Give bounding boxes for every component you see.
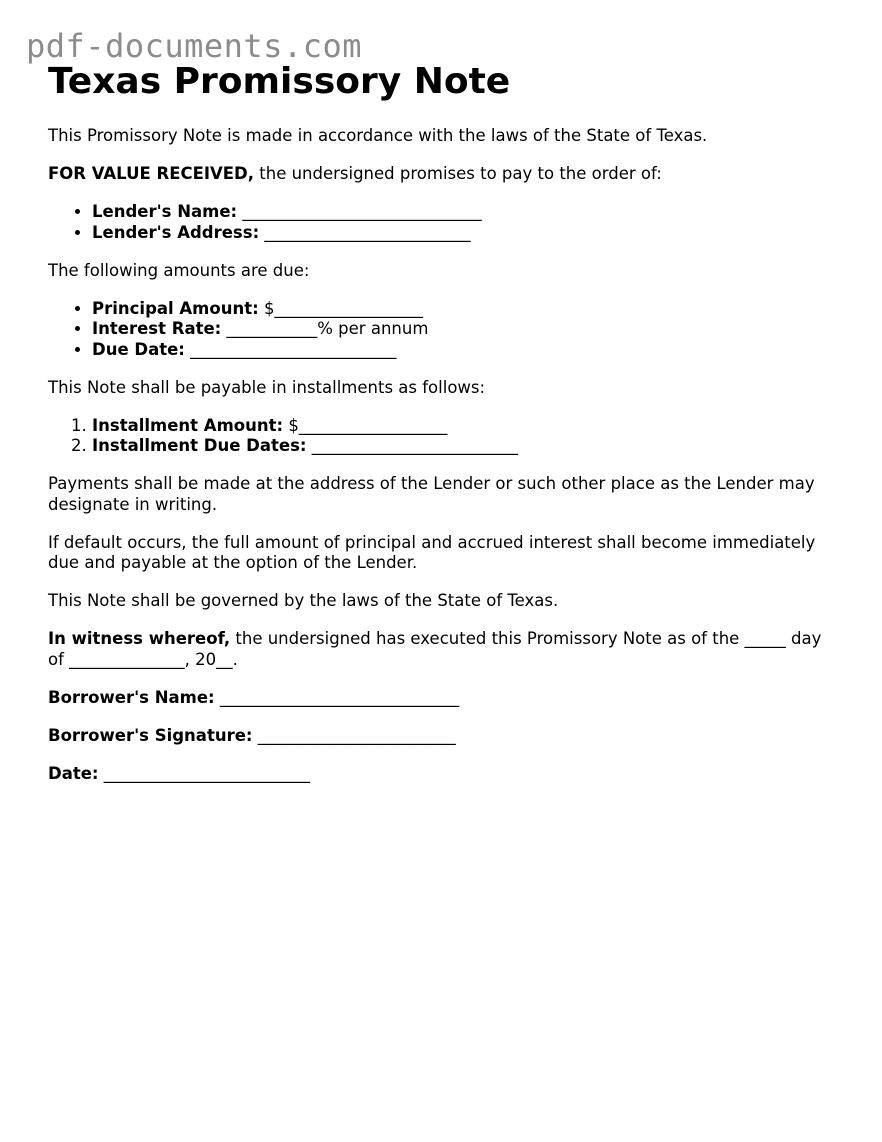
due-date-item (92, 340, 838, 361)
date-line (48, 764, 838, 785)
lender-name-field: _____________________________ (237, 202, 482, 221)
date-field: _________________________ (98, 763, 311, 783)
borrower-signature-line (48, 726, 838, 747)
installments-intro: This Note shall be payable in installments as follows: (48, 377, 486, 397)
installment-amount-label: Installment Amount: (92, 415, 284, 435)
intro-paragraph: This Promissory Note is made in accordance with the laws of the State of Texas. (48, 126, 708, 145)
installments-list (48, 416, 838, 457)
lender-list (48, 202, 838, 243)
interest-rate-label: Interest Rate: (92, 319, 222, 338)
lender-name-label: Lender's Name: (92, 202, 238, 221)
installment-due-dates-field: _________________________ (306, 436, 519, 455)
page-title: Texas Promissory Note (48, 61, 511, 102)
interest-rate-item (92, 319, 838, 340)
witness-label: In witness whereof, (48, 629, 231, 648)
installment-amount-field: $__________________ (283, 415, 448, 435)
value-received-text: the undersigned promises to pay to the order of: (254, 164, 662, 183)
default-paragraph: If default occurs, the full amount of principal and accrued interest shall become immediately due and payable at the option of the Lender. (48, 532, 816, 572)
due-date-field: _________________________ (184, 339, 397, 359)
watermark: pdf-documents.com (26, 27, 363, 65)
installment-due-dates-label: Installment Due Dates: (92, 436, 307, 455)
lender-address-label: Lender's Address: (92, 222, 260, 242)
witness-text: the undersigned has executed this Promissory Note as of the _____ day of ______________, 20__. (48, 629, 822, 669)
document-body (48, 126, 838, 802)
borrower-name-label: Borrower's Name: (48, 687, 215, 707)
witness-paragraph (48, 629, 838, 670)
value-received-label: FOR VALUE RECEIVED, (48, 164, 255, 183)
principal-amount-item (92, 299, 838, 320)
value-received-paragraph (48, 164, 838, 185)
date-label: Date: (48, 763, 99, 783)
due-date-label: Due Date: (92, 339, 185, 359)
installment-amount-item (92, 416, 838, 437)
borrower-signature-label: Borrower's Signature: (48, 725, 253, 745)
borrower-signature-field: ________________________ (252, 725, 456, 745)
payments-paragraph: Payments shall be made at the address of the Lender or such other place as the Lender may designate in writing. (48, 474, 815, 514)
amounts-intro: The following amounts are due: (48, 260, 310, 280)
borrower-name-field: _____________________________ (214, 687, 460, 707)
principal-amount-field: $__________________ (258, 298, 423, 318)
interest-rate-field: ___________% per annum (221, 319, 429, 338)
lender-address-item (92, 223, 838, 244)
lender-address-field: _________________________ (259, 222, 471, 242)
installment-due-dates-item (92, 436, 838, 457)
principal-amount-label: Principal Amount: (92, 298, 259, 318)
borrower-name-line (48, 688, 838, 709)
amounts-list (48, 299, 838, 361)
lender-name-item (92, 202, 838, 223)
governing-law-paragraph: This Note shall be governed by the laws of the State of Texas. (48, 591, 559, 610)
